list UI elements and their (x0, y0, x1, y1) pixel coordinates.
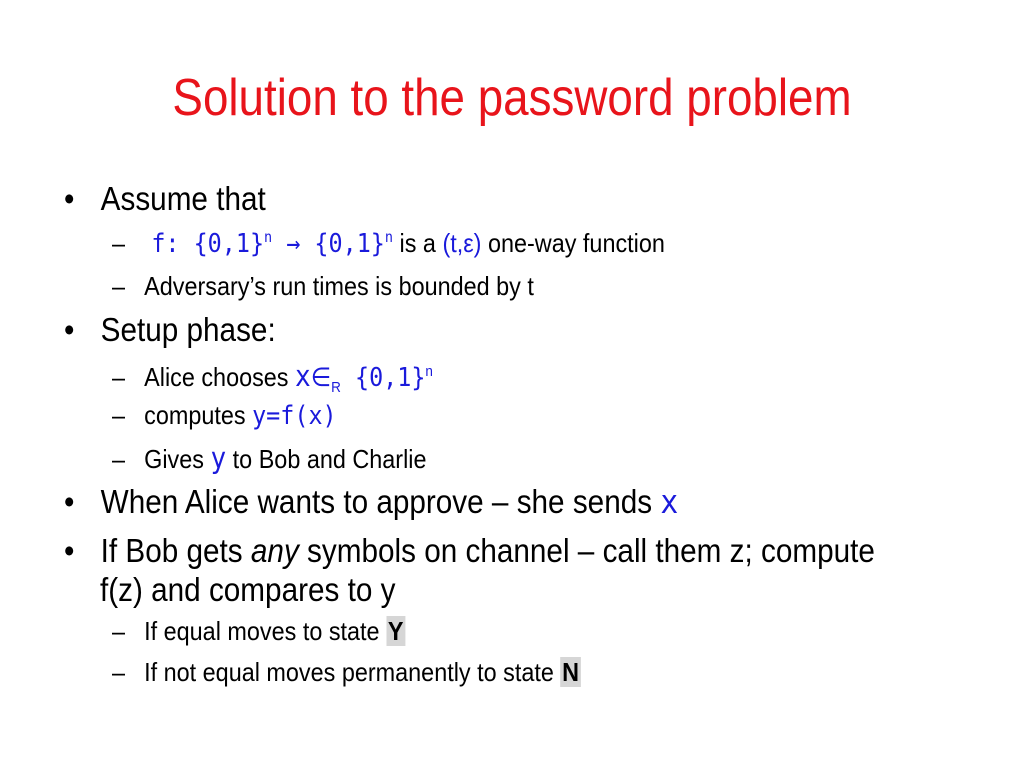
bullet-text: If Bob gets (100, 532, 251, 569)
subbullet-computes (112, 400, 337, 431)
exponent-n: n (264, 228, 273, 246)
bullet-icon: • (64, 483, 75, 520)
subbullet-text: Alice chooses (144, 362, 296, 392)
subbullet-if-equal (112, 616, 405, 647)
dash-icon: – (112, 657, 126, 687)
subbullet-one-way-function (112, 228, 665, 259)
dash-icon: – (112, 616, 126, 646)
subbullet-text: is a (399, 228, 443, 258)
subbullet-text: to Bob and Charlie (226, 444, 427, 474)
state-n: N (562, 657, 580, 687)
subbullet-text: Adversary’s run times is bounded by t (144, 271, 534, 301)
emphasis-any: any (250, 532, 299, 569)
random-subscript: R (331, 379, 341, 396)
subbullet-text: Gives (144, 444, 211, 474)
bullet-text: Setup phase: (100, 311, 276, 348)
subbullet-gives-y (112, 441, 427, 475)
function-codomain: → {0,1} (272, 229, 385, 259)
var-x: x (660, 482, 679, 521)
subbullet-text: one-way function (487, 228, 665, 258)
bullet-text: When Alice wants to approve – she sends (100, 483, 661, 520)
state-y: Y (387, 616, 404, 646)
bullet-icon: • (64, 311, 75, 348)
bullet-setup-phase (64, 311, 276, 349)
dash-icon: – (112, 271, 126, 301)
subbullet-text: computes (144, 400, 253, 430)
bullet-text: Assume that (100, 180, 266, 217)
bitstring-set: {0,1} (340, 363, 426, 393)
dash-icon: – (112, 444, 126, 474)
bullet-icon: • (64, 532, 75, 569)
element-of-symbol: ∈ (310, 362, 332, 392)
subbullet-if-not-equal (112, 657, 581, 688)
dash-icon: – (112, 228, 126, 258)
bullet-bob-gets-continued (100, 571, 395, 609)
bullet-icon: • (64, 180, 75, 217)
function-signature (151, 229, 393, 259)
bullet-text: symbols on channel – call them z; compute (298, 532, 875, 569)
expr-y-equals-fx: y=f(x) (252, 401, 337, 431)
bullet-bob-gets (64, 532, 875, 570)
slide-title: Solution to the password problem (172, 69, 852, 127)
subbullet-text: If equal moves to state (144, 616, 387, 646)
var-y: y (210, 441, 227, 475)
exponent-n: n (384, 228, 394, 246)
bullet-text: f(z) and compares to y (100, 571, 396, 608)
subbullet-text: If not equal moves permanently to state (144, 657, 561, 687)
function-domain: f: {0,1} (151, 229, 265, 259)
t-epsilon-params: (t,ε) (442, 228, 482, 258)
subbullet-adversary (112, 271, 534, 302)
exponent-n: n (425, 363, 433, 380)
bullet-assume (64, 180, 266, 218)
subbullet-alice-chooses (112, 359, 433, 396)
var-x: x (295, 359, 311, 393)
dash-icon: – (112, 362, 126, 392)
bullet-alice-approve (64, 482, 678, 521)
dash-icon: – (112, 400, 126, 430)
